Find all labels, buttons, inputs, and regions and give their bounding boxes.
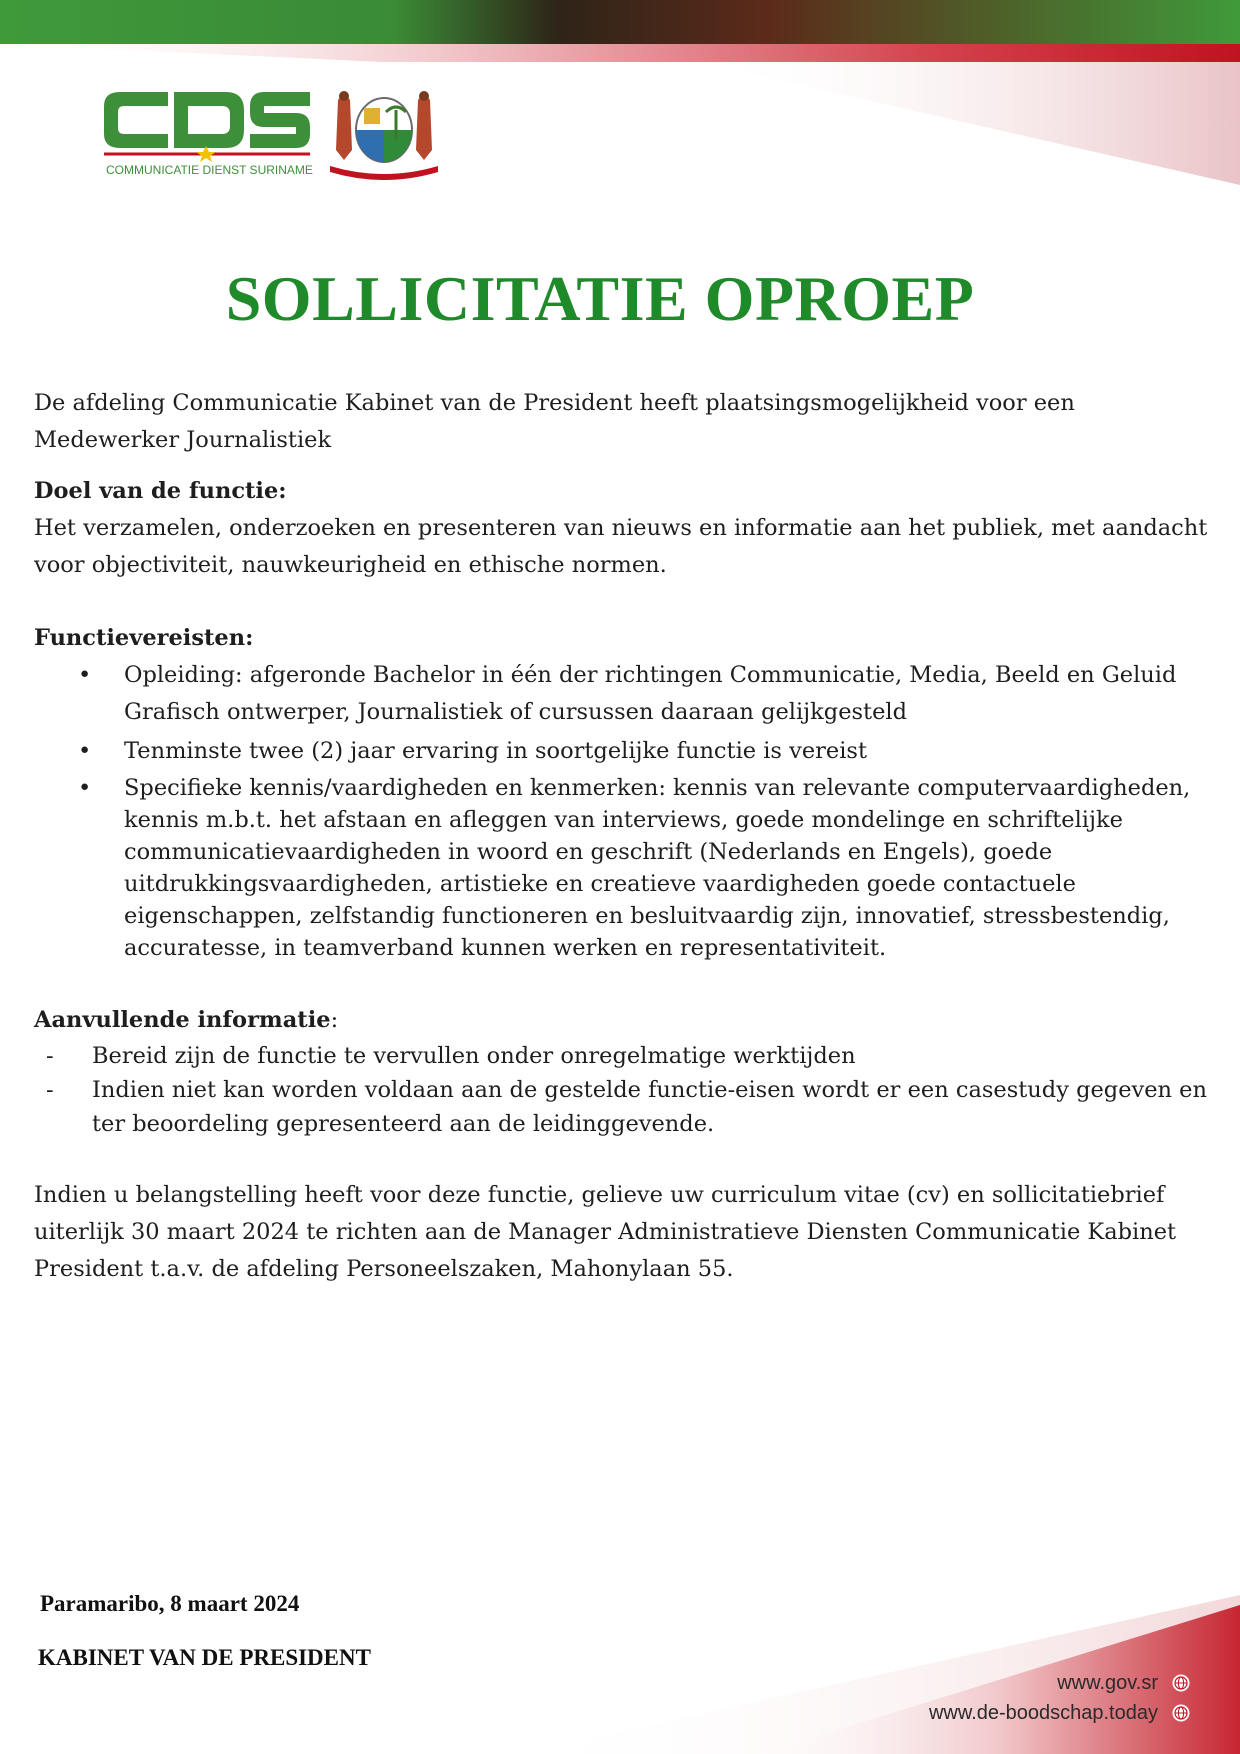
list-item — [34, 657, 1219, 731]
issuing-organization: KABINET VAN DE PRESIDENT — [38, 1645, 371, 1670]
dash-marker: - — [46, 1043, 54, 1069]
intro-paragraph: De afdeling Communicatie Kabinet van de President heeft plaatsingsmogelijkheid voor een Medewerker Journalistiek — [34, 390, 1075, 453]
weblink-row — [929, 1668, 1190, 1698]
list-item-text: Indien niet kan worden voldaan aan de gestelde functie-eisen wordt er een casestudy gegeven en ter beoordeling gepresenteerd aan de leidinggevende. — [92, 1077, 1207, 1137]
place-date: Paramaribo, 8 maart 2024 — [40, 1591, 300, 1616]
weblink-gov[interactable]: www.gov.sr — [1057, 1672, 1158, 1694]
list-item-text: Opleiding: afgeronde Bachelor in één der richtingen Communicatie, Media, Beeld en Geluid Grafisch ontwerper, Journalistiek of cursussen daaraan gelijkgesteld — [124, 662, 1177, 725]
svg-text:COMMUNICATIE DIENST SURINAME: COMMUNICATIE DIENST SURINAME — [106, 163, 313, 177]
web-links — [929, 1668, 1190, 1728]
aanvullend-list — [34, 1039, 1219, 1141]
list-item — [34, 1039, 1219, 1073]
vereisten-heading: Functievereisten: — [34, 625, 254, 651]
page-title: SOLLICITATIE OPROEP — [225, 263, 975, 334]
list-item-text: Specifieke kennis/vaardigheden en kenmerken: kennis van relevante computervaardigheden, kennis m.b.t. het afstaan en afleggen van interviews, goede mondelinge en schriftelijke communicatievaardigheden in woord en geschrift (Nederlands en Engels), goede uitdrukkingsvaardigheden, artistieke en creatieve vaardigheden goede contactuele eigenschappen, zelfstandig functioneren en besluitvaardig zijn, innovatief, stressbestendig, accuratesse, in teamverband kunnen werken en representativiteit. — [124, 775, 1191, 961]
list-item-text: Bereid zijn de functie te vervullen onder onregelmatige werktijden — [92, 1043, 856, 1069]
cds-logo — [98, 88, 458, 198]
globe-icon — [1172, 1704, 1190, 1722]
list-item-text: Tenminste twee (2) jaar ervaring in soortgelijke functie is vereist — [124, 738, 868, 764]
weblink-boodschap[interactable]: www.de-boodschap.today — [928, 1702, 1158, 1724]
bullet-icon: • — [78, 738, 92, 764]
globe-icon — [1172, 1674, 1190, 1692]
doel-heading: Doel van de functie: — [34, 478, 287, 504]
list-item — [34, 733, 1219, 770]
doel-text: Het verzamelen, onderzoeken en presenteren van nieuws en informatie aan het publiek, met aandacht voor objectiviteit, nauwkeurigheid en ethische normen. — [34, 515, 1208, 578]
suriname-coat-of-arms-icon — [330, 91, 438, 180]
header-logos — [98, 88, 458, 198]
aanvullend-heading: Aanvullende informatie — [34, 1007, 331, 1033]
weblink-row — [929, 1698, 1190, 1728]
heading-colon: : — [330, 1007, 339, 1033]
list-item — [34, 1073, 1219, 1141]
closing-paragraph: Indien u belangstelling heeft voor deze functie, gelieve uw curriculum vitae (cv) en sollicitatiebrief uiterlijk 30 maart 2024 te richten aan de Manager Administratieve Diensten Communicatie Kabinet President t.a.v. de afdeling Personeelszaken, Mahonylaan 55. — [34, 1182, 1177, 1282]
vereisten-list — [34, 657, 1219, 964]
list-item — [34, 772, 1219, 964]
aanvullend-heading-line — [34, 1002, 1219, 1039]
bullet-icon: • — [78, 662, 92, 688]
bullet-icon: • — [78, 775, 92, 801]
dash-marker: - — [46, 1077, 54, 1103]
document-body — [34, 385, 1219, 1288]
